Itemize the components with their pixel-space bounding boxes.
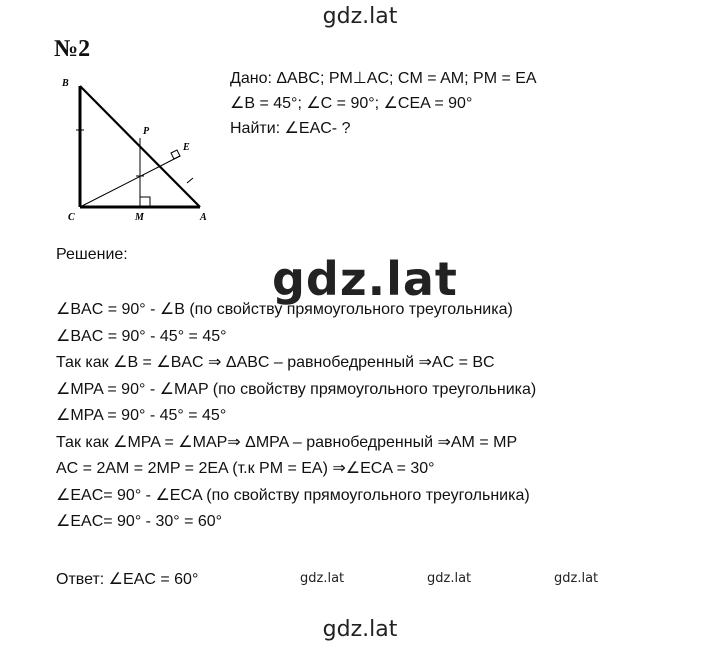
solution-line: AC = 2AM = 2MP = 2EA (т.к PM = EA) ⇒∠ECA = 30° (56, 460, 435, 477)
solution-title: Решение: (56, 246, 128, 263)
watermark-middle: gdz.lat (272, 252, 458, 306)
solution-line: ∠MPA = 90° - ∠MAP (по свойству прямоугольного треугольника) (56, 380, 537, 398)
solution-line: Так как ∠MPA = ∠MAP⇒ ΔMPA – равнобедренный ⇒AM = MP (56, 433, 518, 451)
watermark-bottom: gdz.lat (322, 617, 398, 642)
label-c: C (68, 212, 75, 222)
tick-ea (187, 178, 193, 183)
given-line: ∠B = 45°; ∠C = 90°; ∠CEA = 90° (230, 95, 473, 112)
right-angle-e (171, 150, 180, 159)
watermark-small-2: gdz.lat (427, 571, 472, 586)
solution-line: ∠EAC= 90° - 30° = 60° (56, 513, 223, 530)
solution-line: ∠EAC= 90° - ∠ECA (по свойству прямоугольного треугольника) (56, 486, 530, 504)
label-p: P (143, 126, 150, 137)
answer: Ответ: ∠EAC = 60° (56, 571, 199, 588)
watermark-small-3: gdz.lat (554, 571, 599, 586)
solution-line: ∠BAC = 90° - 45° = 45° (56, 327, 227, 345)
label-a: A (200, 212, 207, 222)
watermark-top: gdz.lat (322, 4, 398, 29)
label-b: B (62, 78, 69, 89)
given-line: Найти: ∠EAC- ? (230, 120, 351, 137)
watermark-small-1: gdz.lat (300, 571, 345, 586)
label-m: M (135, 212, 144, 222)
triangle-figure (60, 72, 220, 222)
given-line: Дано: ΔABC; PM⊥AC; CM = AM; PM = EA (230, 70, 537, 87)
label-e: E (183, 142, 190, 153)
solution-line: Так как ∠B = ∠BAC ⇒ ΔABC – равнобедренный ⇒AC = BC (56, 354, 495, 371)
solution-block (56, 297, 536, 536)
segment-ce (80, 156, 180, 207)
problem-number: №2 (54, 36, 91, 62)
solution-line: ∠MPA = 90° - 45° = 45° (56, 407, 227, 424)
given-block (230, 66, 537, 141)
solution-line: ∠BAC = 90° - ∠B (по свойству прямоугольного треугольника) (56, 301, 513, 318)
